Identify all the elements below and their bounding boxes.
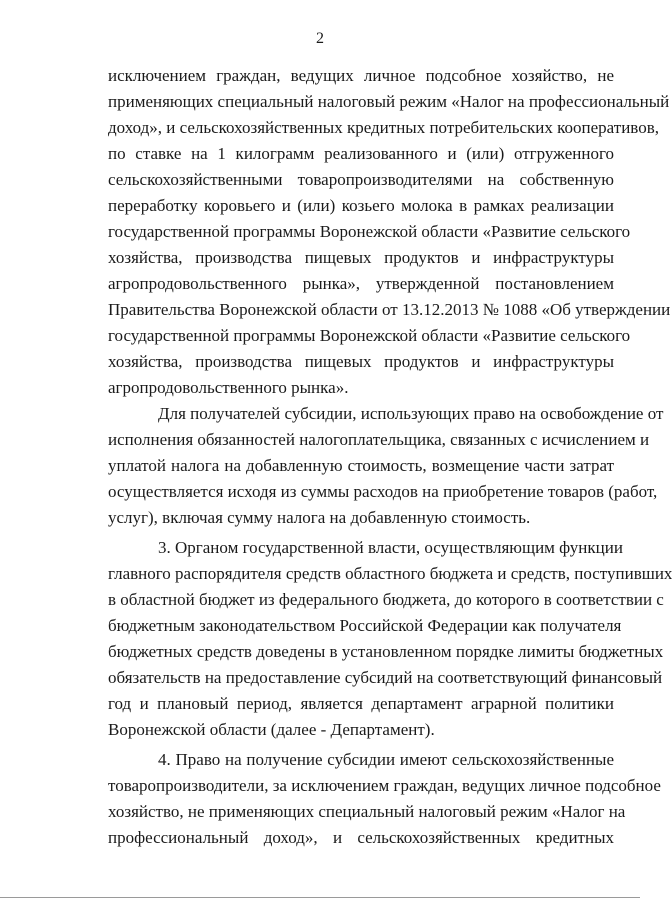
- text-line: исключением граждан, ведущих личное подсобное хозяйство, не: [108, 66, 614, 85]
- text-line: государственной программы Воронежской области «Развитие сельского: [108, 326, 631, 345]
- text-line: бюджетных средств доведены в установленном порядке лимиты бюджетных: [108, 642, 664, 661]
- page-bottom-rule: [0, 897, 640, 898]
- text-line: государственной программы Воронежской области «Развитие сельского: [108, 222, 631, 241]
- text-line: агропродовольственного рынка».: [108, 378, 349, 397]
- text-line: хозяйства, производства пищевых продуктов и инфраструктуры: [108, 248, 614, 267]
- text-line: год и плановый период, является департамент аграрной политики: [108, 694, 614, 713]
- text-line: осуществляется исходя из суммы расходов на приобретение товаров (работ,: [108, 482, 658, 501]
- text-line: бюджетным законодательством Российской Федерации как получателя: [108, 616, 622, 635]
- text-line: по ставке на 1 килограмм реализованного и (или) отгруженного: [108, 144, 614, 163]
- text-line: 4. Право на получение субсидии имеют сельскохозяйственные: [158, 750, 614, 769]
- text-line: переработку коровьего и (или) козьего молока в рамках реализации: [108, 196, 614, 215]
- text-line: применяющих специальный налоговый режим «Налог на профессиональный: [108, 92, 670, 111]
- page-number: 2: [316, 30, 324, 47]
- text-line: исполнения обязанностей налогоплательщика, связанных с исчислением и: [108, 430, 650, 449]
- text-line: профессиональный доход», и сельскохозяйственных кредитных: [108, 828, 614, 847]
- text-line: в областной бюджет из федерального бюджета, до которого в соответствии с: [108, 590, 664, 609]
- text-line: товаропроизводители, за исключением граждан, ведущих личное подсобное: [108, 776, 661, 795]
- text-line: услуг), включая сумму налога на добавленную стоимость.: [108, 508, 531, 527]
- text-line: Для получателей субсидии, использующих право на освобождение от: [158, 404, 664, 423]
- paragraph-continuation: [108, 63, 671, 401]
- text-line: обязательств на предоставление субсидий на соответствующий финансовый: [108, 668, 663, 687]
- text-line: уплатой налога на добавленную стоимость, возмещение части затрат: [108, 456, 614, 475]
- text-line: 3. Органом государственной власти, осуществляющим функции: [158, 538, 623, 557]
- document-body: [108, 63, 672, 851]
- text-line: хозяйства, производства пищевых продуктов и инфраструктуры: [108, 352, 614, 371]
- paragraph-3-authority: [108, 535, 672, 743]
- text-line: доход», и сельскохозяйственных кредитных потребительских кооперативов,: [108, 118, 659, 137]
- paragraph-vat-exempt: [108, 401, 664, 531]
- text-line: хозяйство, не применяющих специальный налоговый режим «Налог на: [108, 802, 626, 821]
- text-line: сельскохозяйственными товаропроизводителями на собственную: [108, 170, 614, 189]
- text-line: Воронежской области (далее - Департамент).: [108, 720, 435, 739]
- text-line: Правительства Воронежской области от 13.12.2013 № 1088 «Об утверждении: [108, 300, 671, 319]
- text-line: агропродовольственного рынка», утвержденной постановлением: [108, 274, 614, 293]
- text-line: главного распорядителя средств областного бюджета и средств, поступивших: [108, 564, 672, 583]
- paragraph-4-eligibility: [108, 747, 661, 851]
